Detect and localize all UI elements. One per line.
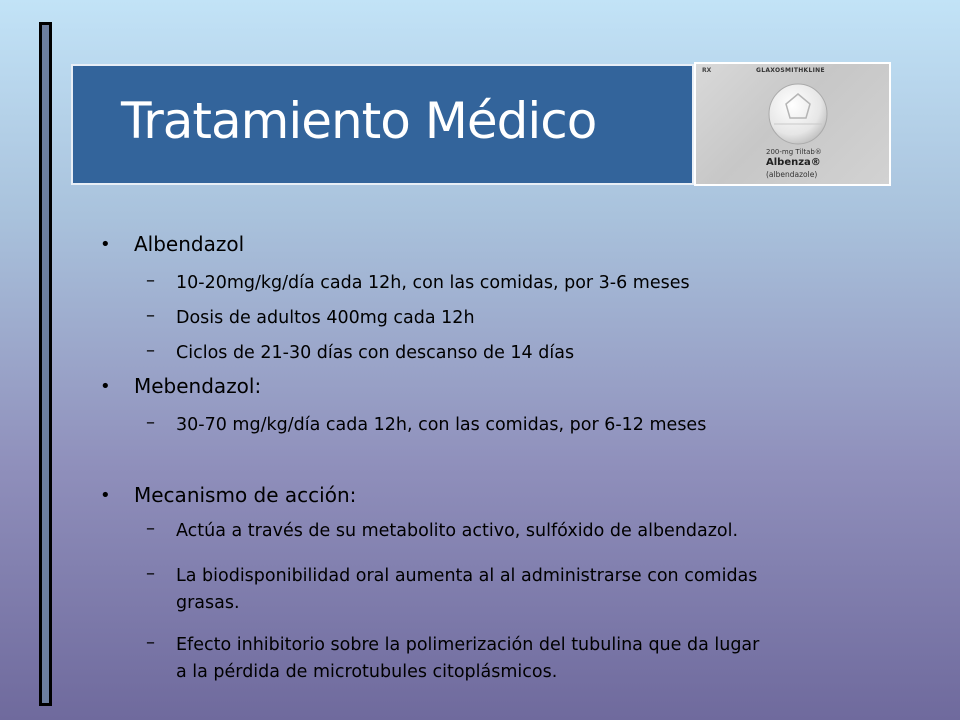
generic-name: (albendazole)	[766, 170, 818, 179]
list-item: La biodisponibilidad oral aumenta al al administrarse con comidas	[176, 566, 758, 586]
dash-icon: –	[146, 305, 155, 326]
list-item: Ciclos de 21-30 días con descanso de 14 días	[176, 343, 575, 363]
dash-icon: –	[146, 632, 155, 653]
manufacturer-label: GLAXOSMITHKLINE	[756, 67, 825, 74]
dash-icon: –	[146, 340, 155, 361]
list-item: 30-70 mg/kg/día cada 12h, con las comidas, por 6-12 meses	[176, 415, 707, 435]
bullet-icon: •	[100, 376, 111, 397]
product-name: Albenza®	[766, 157, 821, 168]
bullet-icon: •	[100, 234, 111, 255]
list-item: Actúa a través de su metabolito activo, sulfóxido de albendazol.	[176, 521, 739, 541]
list-item: Dosis de adultos 400mg cada 12h	[176, 308, 475, 328]
list-item-continuation: a la pérdida de microtubules citoplásmicos.	[176, 662, 558, 682]
dash-icon: –	[146, 563, 155, 584]
dose-label: 200-mg Tiltab®	[766, 148, 822, 156]
list-item: 10-20mg/kg/día cada 12h, con las comidas, por 3-6 meses	[176, 273, 690, 293]
section-heading: Mecanismo de acción:	[134, 483, 357, 507]
dash-icon: –	[146, 270, 155, 291]
slide-title: Tratamiento Médico	[121, 92, 597, 150]
bullet-icon: •	[100, 485, 111, 506]
dash-icon: –	[146, 518, 155, 539]
section-heading: Albendazol	[134, 232, 245, 256]
list-item: Efecto inhibitorio sobre la polimerización del tubulina que da lugar	[176, 635, 760, 655]
list-item-continuation: grasas.	[176, 593, 240, 613]
rx-label: RX	[702, 67, 712, 74]
dash-icon: –	[146, 412, 155, 433]
section-heading: Mebendazol:	[134, 374, 262, 398]
